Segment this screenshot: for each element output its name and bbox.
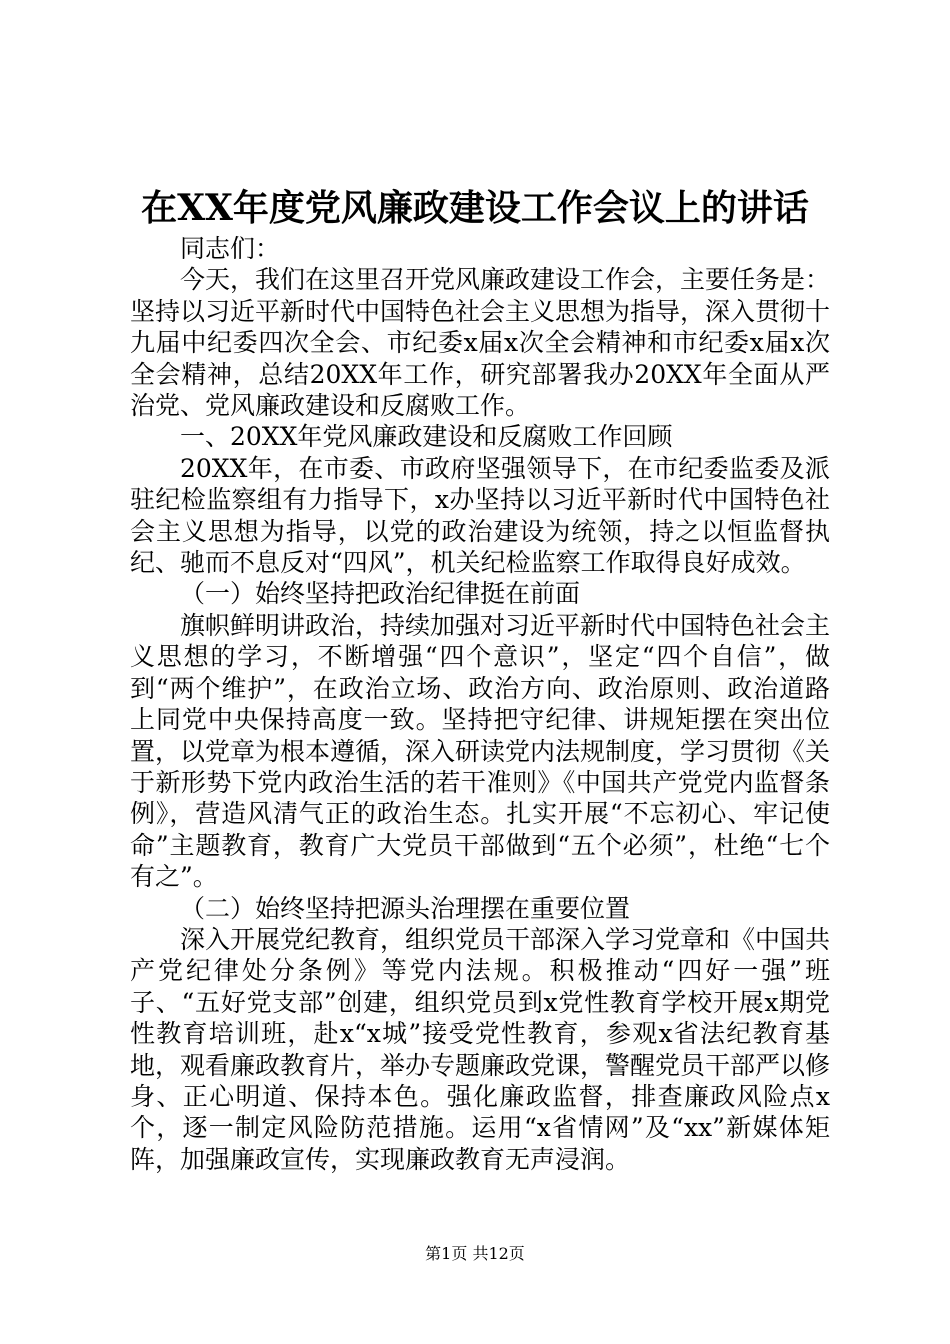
page-footer: 第1页 共12页 bbox=[425, 1244, 525, 1263]
subsection-heading-1: （一）始终坚持把政治纪律挺在前面 bbox=[180, 579, 581, 609]
document-body bbox=[130, 233, 830, 1175]
political-discipline-paragraph: 旗帜鲜明讲政治，持续加强对习近平新时代中国特色社会主义思想的学习，不断增强“四个意识”，坚定“四个自信”，做到“两个维护”，在政治立场、政治方向、政治原则、政治道路上同党中央保持高度一致。坚持把守纪律、讲规矩摆在突出位置，以党章为根本遵循，深入研读党内法规制度，学习贯彻《关于新形势下党内政治生活的若干准则》《中国共产党党内监督条例》，营造风清气正的政治生态。扎实开展“不忘初心、牢记使命”主题教育，教育广大党员干部做到“五个必须”，杜绝“七个有之”。 bbox=[130, 610, 831, 892]
section-heading-1: 一、20XX年党风廉政建设和反腐败工作回顾 bbox=[180, 422, 673, 452]
review-paragraph: 20XX年，在市委、市政府坚强领导下，在市纪委监委及派驻纪检监察组有力指导下，x办坚持以习近平新时代中国特色社会主义思想为指导，以党的政治建设为统领，持之以恒监督执纪、驰而不息反对“四风”，机关纪检监察工作取得良好成效。 bbox=[130, 453, 830, 578]
subsection-heading-2: （二）始终坚持把源头治理摆在重要位置 bbox=[180, 893, 631, 923]
salutation: 同志们： bbox=[180, 234, 281, 263]
document-title: 在XX年度党风廉政建设工作会议上的讲话 bbox=[141, 187, 809, 229]
source-governance-paragraph: 深入开展党纪教育，组织党员干部深入学习党章和《中国共产党纪律处分条例》等党内法规。积极推动“四好一强”班子、“五好党支部”创建，组织党员到x党性教育学校开展x期党性教育培训班，赴x“x城”接受党性教育，参观x省法纪教育基地，观看廉政教育片，举办专题廉政党课，警醒党员干部严以修身、正心明道、保持本色。强化廉政监督，排查廉政风险点x个，逐一制定风险防范措施。运用“x省情网”及“xx”新媒体矩阵，加强廉政宣传，实现廉政教育无声浸润。 bbox=[130, 924, 831, 1174]
intro-paragraph: 今天，我们在这里召开党风廉政建设工作会，主要任务是：坚持以习近平新时代中国特色社会主义思想为指导，深入贯彻十九届中纪委四次全会、市纪委x届x次全会精神和市纪委x届x次全会精神，总结20XX年工作，研究部署我办20XX年全面从严治党、党风廉政建设和反腐败工作。 bbox=[130, 265, 831, 421]
